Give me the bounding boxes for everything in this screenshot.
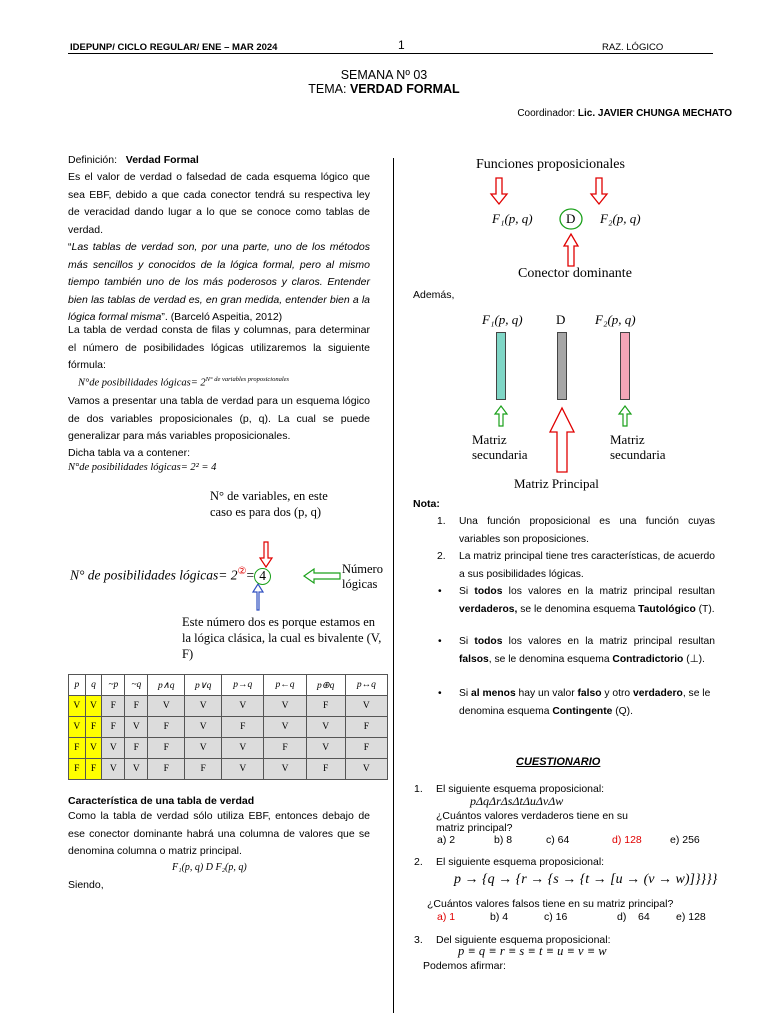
q2-option: b) 4 [490, 911, 509, 923]
f2-label-2: F₂(p, q) [595, 312, 636, 327]
col-header: p←q [264, 675, 306, 696]
col-header: ~q [125, 675, 148, 696]
ademas-text: Además, [413, 289, 455, 301]
col-header: p∧q [148, 675, 185, 696]
col-header: p⊕q [306, 675, 345, 696]
nota-heading: Nota: [413, 498, 440, 510]
logicas-note: Número lógicas [342, 562, 383, 591]
bullet-contingente: Si al menos hay un valor falso y otro verdadero, se le denomina esquema Contingente (Q). [459, 688, 711, 717]
diagram-formula: N° de posibilidades lógicas= 2②= 4 [70, 566, 271, 585]
q2-text: El siguiente esquema proposicional: [436, 856, 605, 868]
result-circle: 4 [254, 568, 271, 585]
truth-table-header [69, 675, 388, 696]
page-number: 1 [398, 38, 405, 52]
table-row: F F V V F F V V F V [69, 759, 388, 780]
bullet-tautologico: Si todos los valores en la matriz principal resultan verdaderos, se le denomina esquema Tautológico (T). [459, 586, 715, 615]
matriz-secundaria-right: Matriz secundaria [610, 432, 666, 462]
characteristic-heading: Característica de una tabla de verdad [68, 795, 255, 807]
matriz-secundaria-left: Matriz secundaria [472, 432, 528, 462]
q1-number: 1. [414, 783, 423, 795]
definition-paragraph: Es el valor de verdad o falsedad de cada esquema lógico que sea EBF, debido a que cada conector tendrá su respectiva ley de veracidad dando lugar a lo que se conoce como tablas de verdad. [68, 171, 370, 236]
f1-label: F₁(p, q) [492, 211, 533, 226]
q1-option: e) 256 [670, 834, 700, 846]
q1-option: a) 2 [437, 834, 456, 846]
bullet-contradictorio: Si todos los valores en la matriz principal resultan falsos, se le denomina esquema Contradictorio (⊥). [459, 636, 715, 665]
formula-posibilidades: N°de posibilidades lógicas= $2^{N^\circ de variables proposicionales}$ [78, 376, 290, 389]
table-row: F V V F F V V F V F [69, 738, 388, 759]
col-header: q [85, 675, 102, 696]
coordinator: Coordinador: Lic. JAVIER CHUNGA MECHATO [517, 108, 732, 119]
q1-option: c) 64 [546, 834, 570, 846]
d-label-2: D [556, 312, 566, 327]
col-header: p→q [222, 675, 264, 696]
q3-text: Del siguiente esquema proposicional: [436, 934, 611, 946]
green-up-arrow-left [495, 406, 507, 426]
q2-number: 2. [414, 856, 423, 868]
two-variables-paragraph: Vamos a presentar una tabla de verdad para un esquema lógico de dos variables proposicionales (p, q). La cual se puede generalizar para más variables proposicionales. [68, 395, 370, 442]
siendo-text: Siendo, [68, 879, 104, 891]
col-header: p↔q [345, 675, 387, 696]
formula-four: N°de posibilidades lógicas= 2² = 4 [68, 462, 217, 473]
q2-option-answer: a) 1 [437, 911, 456, 923]
green-left-arrow [302, 566, 342, 586]
matrix-bar-f1 [496, 332, 506, 400]
q3-number: 3. [414, 934, 423, 946]
red-down-arrow [260, 542, 272, 567]
table-intro-paragraph: La tabla de verdad consta de filas y columnas, para determinar el número de posibilidades lógicas utilizaremos la siguiente fórmula: [68, 324, 370, 371]
q1-text: El siguiente esquema proposicional: [436, 783, 605, 795]
blue-up-arrow [253, 584, 263, 610]
table-row: V V F F V V V V F V [69, 696, 388, 717]
col-header: ~p [102, 675, 125, 696]
variables-note: N° de variables, en este caso es para dos (p, q) [210, 489, 328, 519]
red-down-arrow-f1 [491, 178, 507, 204]
note-text: La matriz principal tiene tres características, de acuerdo a sus posibilidades lógicas. [459, 551, 715, 580]
note-number: 2. [437, 551, 446, 562]
red-up-arrow-principal [550, 408, 574, 472]
q3-question: Podemos afirmar: [423, 960, 506, 972]
q2-formula: p → {q → {r → {s → {t → [u → (v → w)]}}}} [454, 872, 718, 887]
header-right: RAZ. LÓGICO [602, 42, 664, 53]
q2-option: d) 64 [617, 911, 650, 923]
tema-title: TEMA: VERDAD FORMAL [308, 82, 460, 96]
formula-dominant: F₁(p, q) D F₂(p, q) [172, 862, 247, 873]
quote-paragraph: “Las tablas de verdad son, por una parte, uno de los métodos más sencillos y conocidos de la lógica formal, pero al mismo tiempo también uno de los más poderosos y claros. Entender bien las tablas de verdad es, en gran medida, entender bien a la lógica formal misma”. (Barceló Aspeitia, 2012) [68, 241, 370, 323]
bullet-icon: • [438, 688, 442, 699]
bullet-icon: • [438, 636, 442, 647]
matriz-principal-label: Matriz Principal [514, 476, 599, 491]
red-up-arrow-d [564, 234, 578, 266]
note-number: 1. [437, 516, 446, 527]
characteristic-paragraph: Como la tabla de verdad sólo utiliza EBF, entonces debajo de ese conector dominante habrá una columna de valores que se denomina columna o matriz principal. [68, 810, 370, 857]
q1-option: b) 8 [494, 834, 513, 846]
q3-formula: p ≡ q ≡ r ≡ s ≡ t ≡ u ≡ v ≡ w [458, 944, 607, 958]
header-left: IDEPUNP/ CICLO REGULAR/ ENE – MAR 2024 [70, 42, 278, 53]
q1-question: ¿Cuántos valores verdaderos tiene en su matriz principal? [436, 810, 629, 834]
table-row: V F F V F V F V V F [69, 717, 388, 738]
green-up-arrow-right [619, 406, 631, 426]
header-rule [68, 53, 713, 54]
q1-option-answer: d) 128 [612, 834, 642, 846]
definition-heading: Definición: Verdad Formal [68, 154, 199, 166]
f2-label: F₂(p, q) [600, 211, 641, 226]
note-text: Una función proposicional es una función cuyas variables son proposiciones. [459, 516, 715, 545]
fp-title: Funciones proposicionales [476, 157, 625, 172]
red-down-arrow-f2 [591, 178, 607, 204]
matrix-bar-d [557, 332, 567, 400]
cuestionario-heading: CUESTIONARIO [516, 756, 601, 768]
d-label: D [566, 211, 576, 226]
q2-option: e) 128 [676, 911, 706, 923]
q1-formula: pΔqΔrΔsΔtΔuΔvΔw [470, 794, 564, 808]
semana-title: SEMANA Nº 03 [340, 68, 428, 82]
contains-line: Dicha tabla va a contener: [68, 447, 190, 459]
col-header: p∨q [185, 675, 222, 696]
matrix-bar-f2 [620, 332, 630, 400]
q2-question: ¿Cuántos valores falsos tiene en su matriz principal? [427, 898, 674, 910]
q2-option: c) 16 [544, 911, 568, 923]
conector-label: Conector dominante [518, 266, 632, 281]
truth-table [68, 674, 388, 780]
bullet-icon: • [438, 586, 442, 597]
bivalente-note: Este número dos es porque estamos en la lógica clásica, la cual es bivalente (V, F) [182, 615, 382, 661]
col-header: p [69, 675, 86, 696]
f1-label-2: F₁(p, q) [482, 312, 523, 327]
